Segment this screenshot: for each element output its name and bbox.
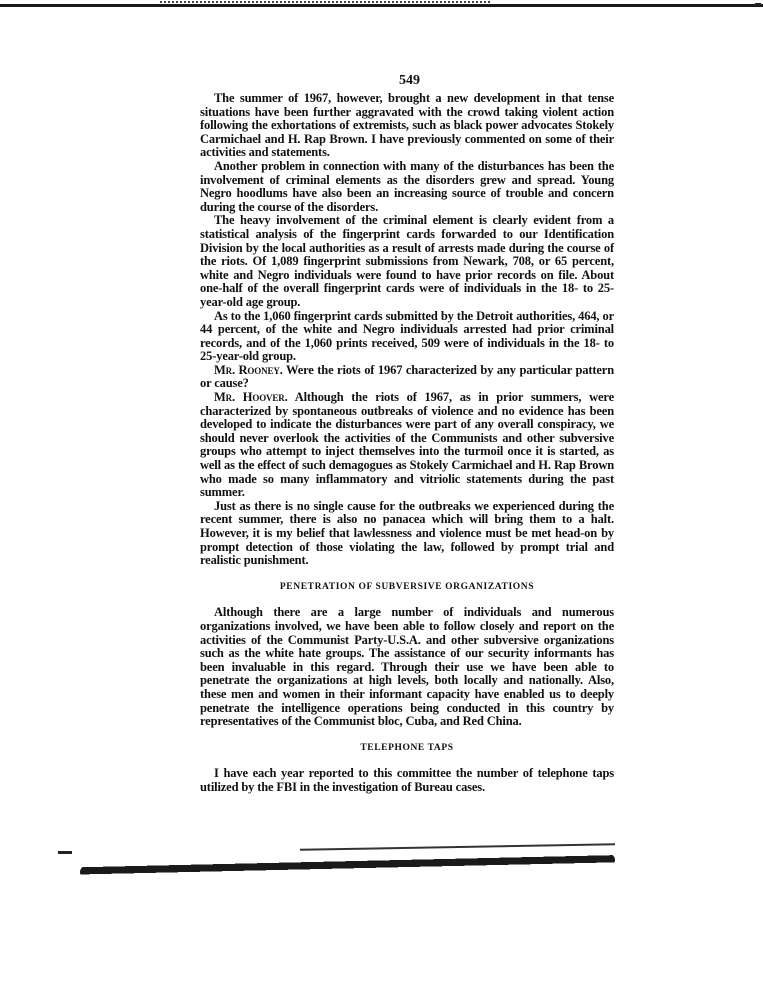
section-heading-subversive: PENETRATION OF SUBVERSIVE ORGANIZATIONS	[279, 581, 535, 592]
speaker-rooney: Mr. Rooney.	[214, 362, 283, 377]
scan-top-mark	[755, 3, 761, 6]
dialogue-hoover	[200, 391, 614, 500]
dialogue-rooney-text: Were the riots of 1967 characterized by any particular pattern or cause?	[200, 362, 615, 391]
document-body	[200, 92, 614, 795]
paragraph-detroit-cards: As to the 1,060 fingerprint cards submitted by the Detroit authorities, 464, or 44 percent, of the white and Negro individuals arrested had prior criminal records, and of the 1,060 prints received, 509 were of individuals in the 18- to 25-year-old group.	[200, 308, 614, 364]
paragraph-no-single-cause: Just as there is no single cause for the outbreaks we experienced during the recent summer, there is also no panacea which will bring them to a halt. However, it is my belief that lawlessness and violence must be met head-on by prompt detection of those violating the law, followed by prompt trial and realistic punishment.	[200, 498, 614, 568]
scan-top-border	[0, 4, 763, 7]
dialogue-hoover-text: Although the riots of 1967, as in prior summers, were characterized by spontaneous outbreaks of violence and no evidence has been developed to indicate the disturbances were part of any overall conspiracy, we should never overlook the activities of the Communists and other subversive groups who attempt to inject themselves into the turmoil once it is started, as well as the effect of such demagogues as Stokely Carmichael and H. Rap Brown who made so many inflammatory and vitriolic statements during the past summer.	[200, 390, 615, 500]
paragraph-fingerprint-analysis: The heavy involvement of the criminal element is clearly evident from a statistical analysis of the fingerprint cards forwarded to our Identification Division by the local authorities as a result of arrests made during the course of the riots. Of 1,089 fingerprint submissions from Newark, 708, or 65 percent, white and Negro individuals were found to have prior records on file. About one-half of the overall fingerprint cards were of individuals in the 18- to 25-year-old age group.	[200, 213, 614, 309]
scan-left-mark	[58, 851, 72, 854]
dialogue-rooney	[200, 364, 614, 391]
scan-top-noise	[160, 1, 490, 3]
scan-bottom-border	[80, 854, 615, 878]
paragraph-criminal-elements: Another problem in connection with many of the disturbances has been the involvement of criminal elements as the disorders grew and spread. Young Negro hoodlums have also been an increasing source of trouble and concern during the course of the disorders.	[200, 158, 614, 214]
speaker-hoover: Mr. Hoover.	[214, 390, 288, 405]
page-number: 549	[399, 73, 420, 88]
scan-bottom-noise	[300, 843, 615, 850]
paragraph-telephone-taps: I have each year reported to this committee the number of telephone taps utilized by the FBI in the investigation of Bureau cases.	[200, 766, 614, 794]
paragraph-summer-1967: The summer of 1967, however, brought a new development in that tense situations have been further aggravated with the crowd taking violent action following the exhortations of extremists, such as black power advocates Stokely Carmichael and H. Rap Brown. I have previously commented on some of their activities and statements.	[200, 91, 614, 160]
section-heading-telephone-taps: TELEPHONE TAPS	[360, 742, 454, 753]
paragraph-subversive-organizations: Although there are a large number of individuals and numerous organizations involved, we have been able to follow closely and report on the activities of the Communist Party-U.S.A. and other subversive organizations such as the white hate groups. The assistance of our security informants has been invaluable in this regard. Through their use we have been able to penetrate the organizations at high levels, both locally and nationally. Also, these men and women in their informant capacity have enabled us to deeply penetrate the intelligence operations being conducted in this country by representatives of the Communist bloc, Cuba, and Red China.	[200, 605, 614, 729]
